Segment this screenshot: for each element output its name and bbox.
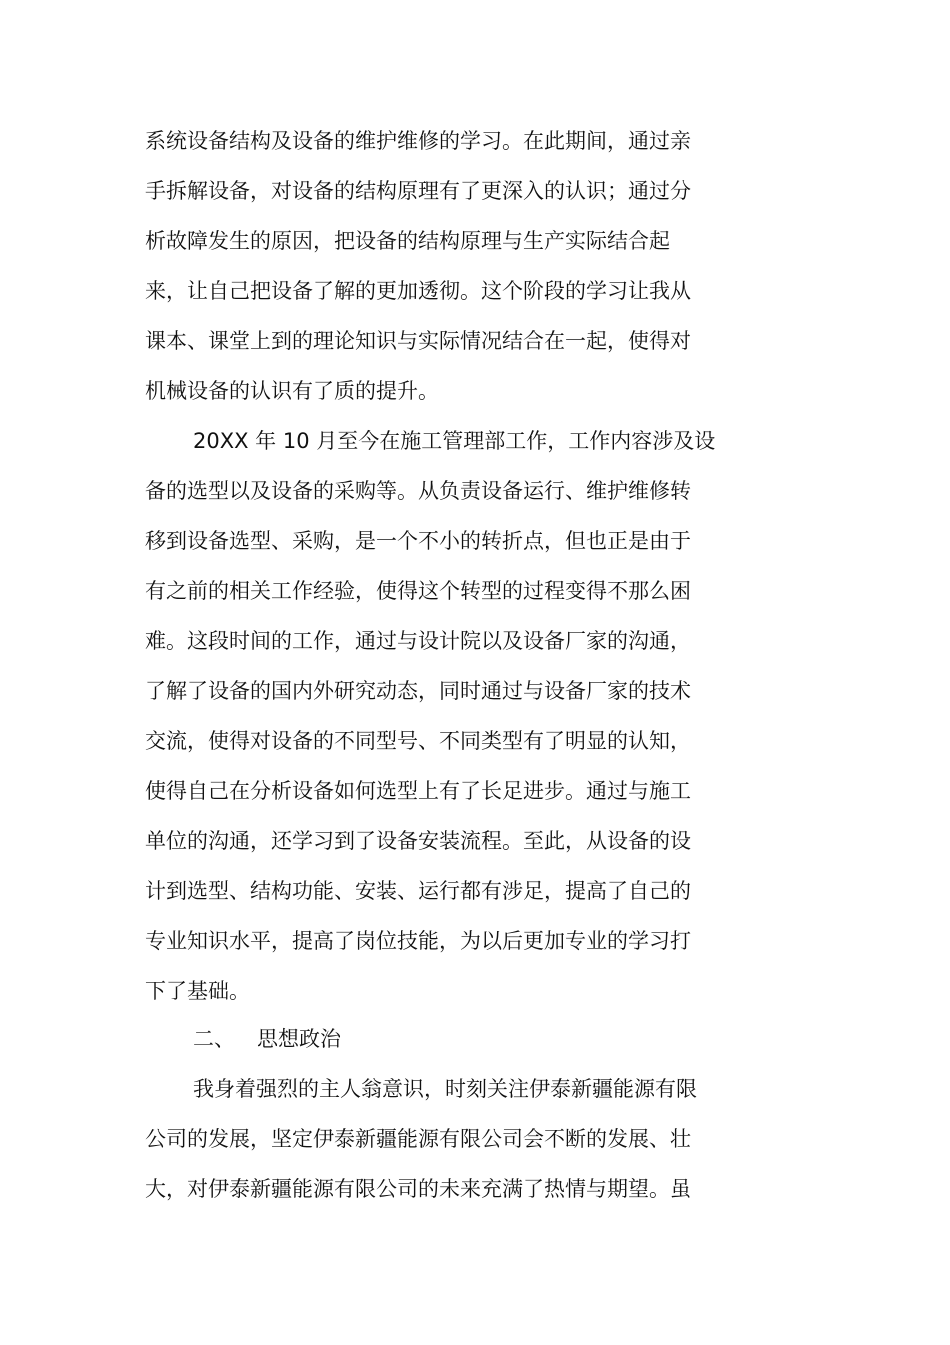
text-line: 单位的沟通，还学习到了设备安装流程。至此，从设备的设 [145, 829, 691, 853]
text-line: 移到设备选型、采购，是一个不小的转折点，但也正是由于 [145, 529, 691, 553]
text-line: 大，对伊泰新疆能源有限公司的未来充满了热情与期望。虽 [145, 1177, 691, 1201]
section-title: 思想政治 [257, 1027, 341, 1051]
text-line: 下了基础。 [145, 979, 250, 1003]
paragraph-first-line: 20XX 年 10 月至今在施工管理部工作，工作内容涉及设 [193, 429, 716, 453]
text-line: 公司的发展，坚定伊泰新疆能源有限公司会不断的发展、壮 [145, 1127, 691, 1151]
text-line: 析故障发生的原因，把设备的结构原理与生产实际结合起 [145, 229, 670, 253]
text-line: 了解了设备的国内外研究动态，同时通过与设备厂家的技术 [145, 679, 691, 703]
text-line: 专业知识水平，提高了岗位技能，为以后更加专业的学习打 [145, 929, 691, 953]
text-line: 计到选型、结构功能、安装、运行都有涉足，提高了自己的 [145, 879, 691, 903]
paragraph-first-line: 我身着强烈的主人翁意识，时刻关注伊泰新疆能源有限 [193, 1077, 697, 1101]
text-line: 交流，使得对设备的不同型号、不同类型有了明显的认知， [145, 729, 691, 753]
text-line: 有之前的相关工作经验，使得这个转型的过程变得不那么困 [145, 579, 691, 603]
section-number: 二、 [193, 1027, 235, 1051]
text-line: 来，让自己把设备了解的更加透彻。这个阶段的学习让我从 [145, 279, 691, 303]
section-heading [193, 1014, 833, 1064]
text-line: 机械设备的认识有了质的提升。 [145, 379, 439, 403]
text-line: 使得自己在分析设备如何选型上有了长足进步。通过与施工 [145, 779, 691, 803]
text-line: 手拆解设备，对设备的结构原理有了更深入的认识；通过分 [145, 179, 691, 203]
text-line: 难。这段时间的工作，通过与设计院以及设备厂家的沟通， [145, 629, 691, 653]
text-line: 系统设备结构及设备的维护维修的学习。在此期间，通过亲 [145, 129, 691, 153]
text-line: 课本、课堂上到的理论知识与实际情况结合在一起，使得对 [145, 329, 691, 353]
text-line: 备的选型以及设备的采购等。从负责设备运行、维护维修转 [145, 479, 691, 503]
